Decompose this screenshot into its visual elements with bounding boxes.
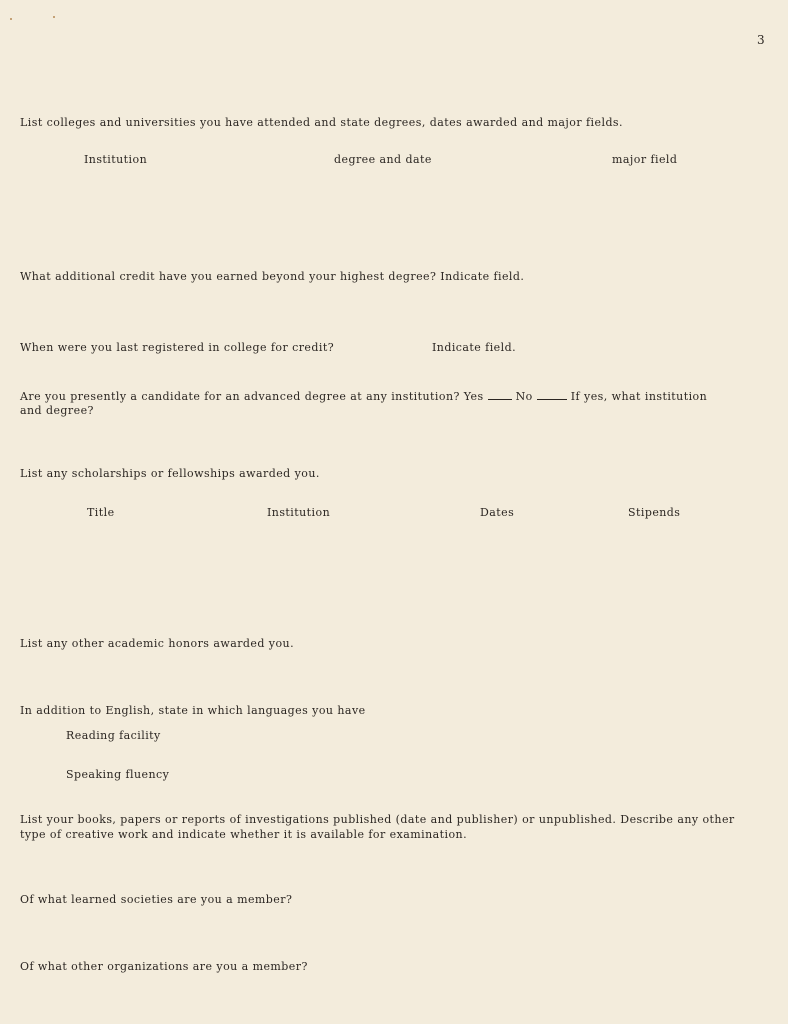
candidate-question-cont: and degree?: [20, 404, 94, 417]
publications-question-line2: type of creative work and indicate whether it is available for examination.: [20, 828, 468, 841]
no-blank[interactable]: [537, 389, 567, 400]
last-registered-field-label: Indicate field.: [432, 341, 517, 354]
last-registered-question: When were you last registered in college for credit?: [20, 341, 335, 354]
languages-question: In addition to English, state in which languages you have: [20, 704, 366, 717]
scholarships-col-stipends: Stipends: [628, 506, 681, 519]
honors-question: List any other academic honors awarded you.: [20, 637, 295, 650]
paper-speck: [10, 18, 12, 20]
scholarships-col-dates: Dates: [480, 506, 515, 519]
speaking-fluency-label: Speaking fluency: [66, 768, 170, 781]
page-number: 3: [757, 33, 765, 47]
colleges-col-institution: Institution: [84, 153, 148, 166]
additional-credit-question: What additional credit have you earned beyond your highest degree? Indicate field.: [20, 270, 525, 283]
reading-facility-label: Reading facility: [66, 729, 161, 742]
learned-societies-question: Of what learned societies are you a member?: [20, 893, 293, 906]
candidate-question: [20, 389, 707, 404]
other-organizations-question: Of what other organizations are you a member?: [20, 960, 308, 973]
scholarships-question: List any scholarships or fellowships awarded you.: [20, 467, 320, 480]
candidate-question-text: Are you presently a candidate for an advanced degree at any institution? Yes: [20, 390, 484, 403]
colleges-col-degree-date: degree and date: [334, 153, 432, 166]
yes-blank[interactable]: [488, 389, 512, 400]
scholarships-col-institution: Institution: [267, 506, 331, 519]
candidate-no-label: No: [515, 390, 533, 403]
scholarships-col-title: Title: [87, 506, 115, 519]
publications-question-line1: List your books, papers or reports of investigations published (date and publisher) or unpublished. Describe any other: [20, 813, 735, 826]
paper-speck: [53, 16, 55, 18]
candidate-ifyes-label: If yes, what institution: [570, 390, 708, 403]
colleges-question: List colleges and universities you have attended and state degrees, dates awarded and major fields.: [20, 116, 623, 129]
colleges-col-major-field: major field: [612, 153, 678, 166]
